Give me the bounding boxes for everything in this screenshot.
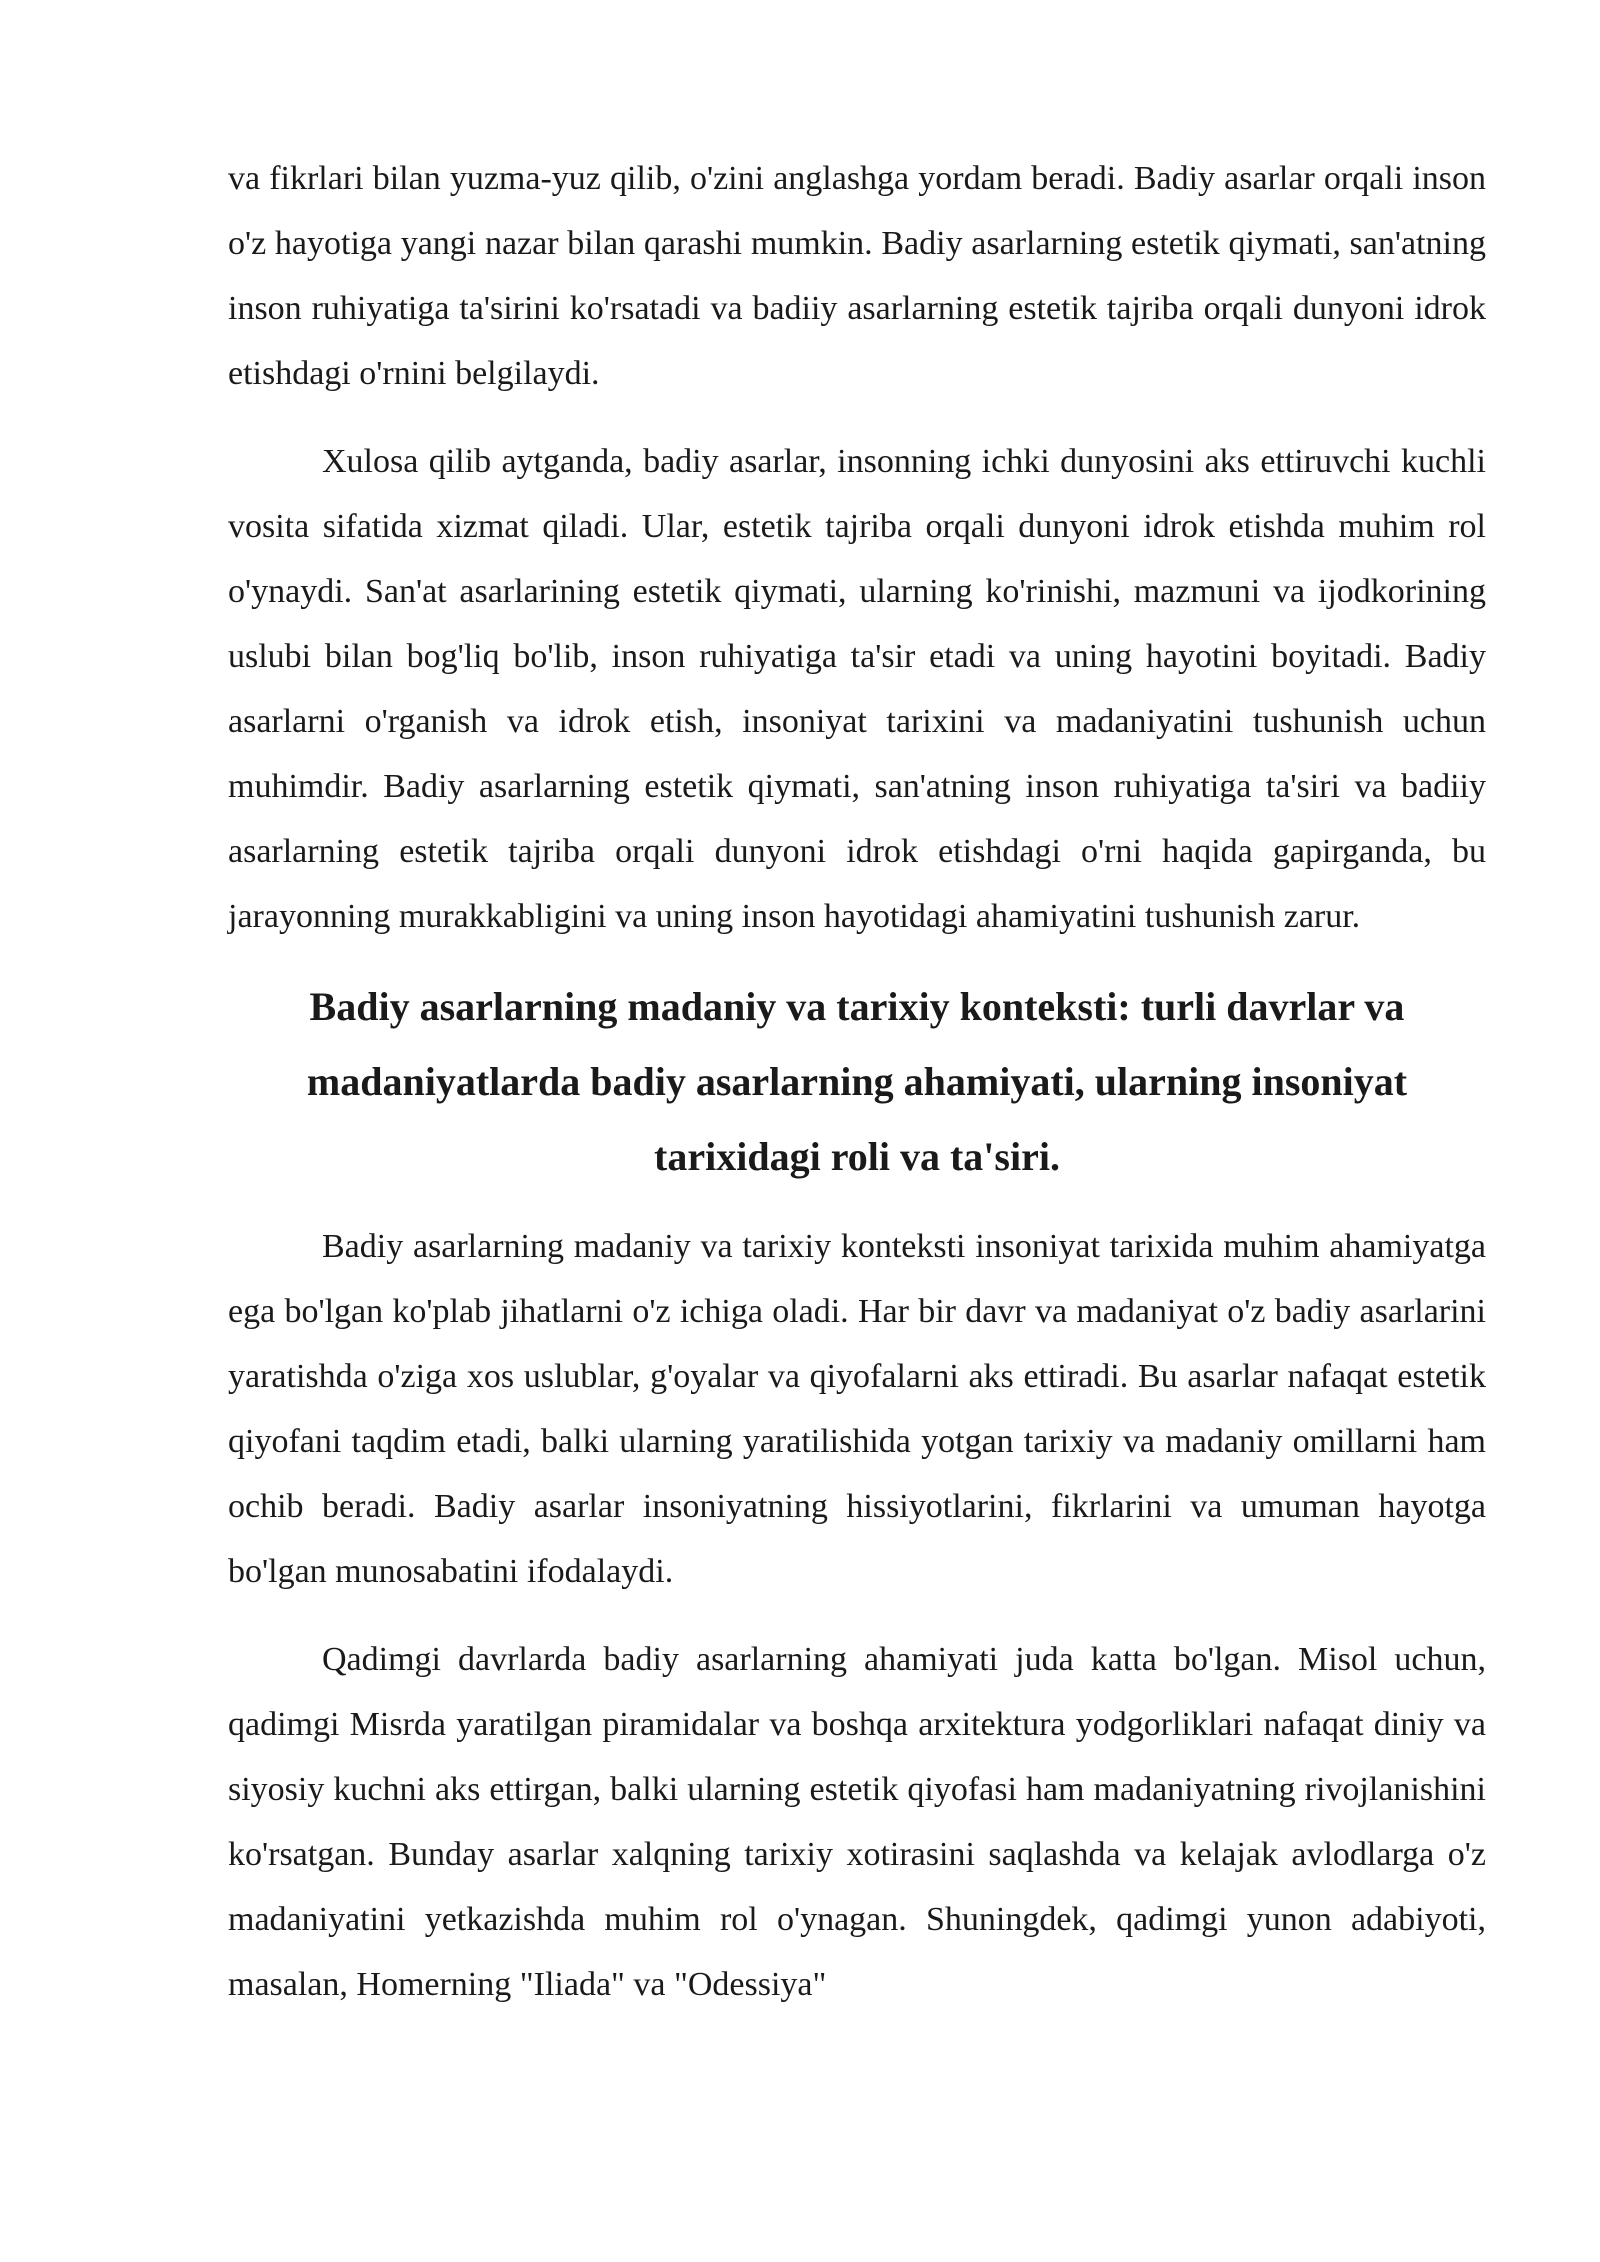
paragraph-conclusion: Xulosa qilib aytganda, badiy asarlar, insonning ichki dunyosini aks ettiruvchi kuchli vosita sifatida xizmat qiladi. Ular, estetik tajriba orqali dunyoni idrok etishda muhim rol o'ynaydi. San'at asarlarining estetik qiymati, ularning ko'rinishi, mazmuni va ijodkorining uslubi bilan bog'liq bo'lib, inson ruhiyatiga ta'sir etadi va uning hayotini boyitadi. Badiy asarlarni o'rganish va idrok etish, insoniyat tarixini va madaniyatini tushunish uchun muhimdir. Badiy asarlarning estetik qiymati, san'atning inson ruhiyatiga ta'siri va badiiy asarlarning estetik tajriba orqali dunyoni idrok etishdagi o'rni haqida gapirganda, bu jarayonning murakkabligini va uning inson hayotidagi ahamiyatini tushunish zarur. bbox=[228, 443, 1486, 935]
paragraph-spacer bbox=[228, 1604, 1486, 1627]
paragraph-context-intro: Badiy asarlarning madaniy va tarixiy konteksti insoniyat tarixida muhim ahamiyatga ega bo'lgan ko'plab jihatlarni o'z ichiga oladi. Har bir davr va madaniyat o'z badiy asarlarini yaratishda o'ziga xos uslublar, g'oyalar va qiyofalarni aks ettiradi. Bu asarlar nafaqat estetik qiyofani taqdim etadi, balki ularning yaratilishida yotgan tarixiy va madaniy omillarni ham ochib beradi. Badiy asarlar insoniyatning hissiyotlarini, fikrlarini va umuman hayotga bo'lgan munosabatini ifodalaydi. bbox=[228, 1228, 1486, 1590]
section-heading: Badiy asarlarning madaniy va tarixiy konteksti: turli davrlar va madaniyatlarda badiy asarlarning ahamiyati, ularning insoniyat tarixidagi roli va ta'siri. bbox=[306, 984, 1408, 1179]
paragraph-spacer bbox=[228, 406, 1486, 429]
document-page bbox=[228, 146, 1486, 2017]
paragraph-ancient-times: Qadimgi davrlarda badiy asarlarning ahamiyati juda katta bo'lgan. Misol uchun, qadimgi Misrda yaratilgan piramidalar va boshqa arxitektura yodgorliklari nafaqat diniy va siyosiy kuchni aks ettirgan, balki ularning estetik qiyofasi ham madaniyatning rivojlanishini ko'rsatgan. Bunday asarlar xalqning tarixiy xotirasini saqlashda va kelajak avlodlarga o'z madaniyatini yetkazishda muhim rol o'ynagan. Shuningdek, qadimgi yunon adabiyoti, masalan, Homerning "Iliada" va "Odessiya" bbox=[228, 1641, 1486, 2003]
paragraph-continuation: va fikrlari bilan yuzma-yuz qilib, o'zini anglashga yordam beradi. Badiy asarlar orqali inson o'z hayotiga yangi nazar bilan qarashi mumkin. Badiy asarlarning estetik qiymati, san'atning inson ruhiyatiga ta'sirini ko'rsatadi va badiiy asarlarning estetik tajriba orqali dunyoni idrok etishdagi o'rnini belgilaydi. bbox=[228, 160, 1486, 392]
